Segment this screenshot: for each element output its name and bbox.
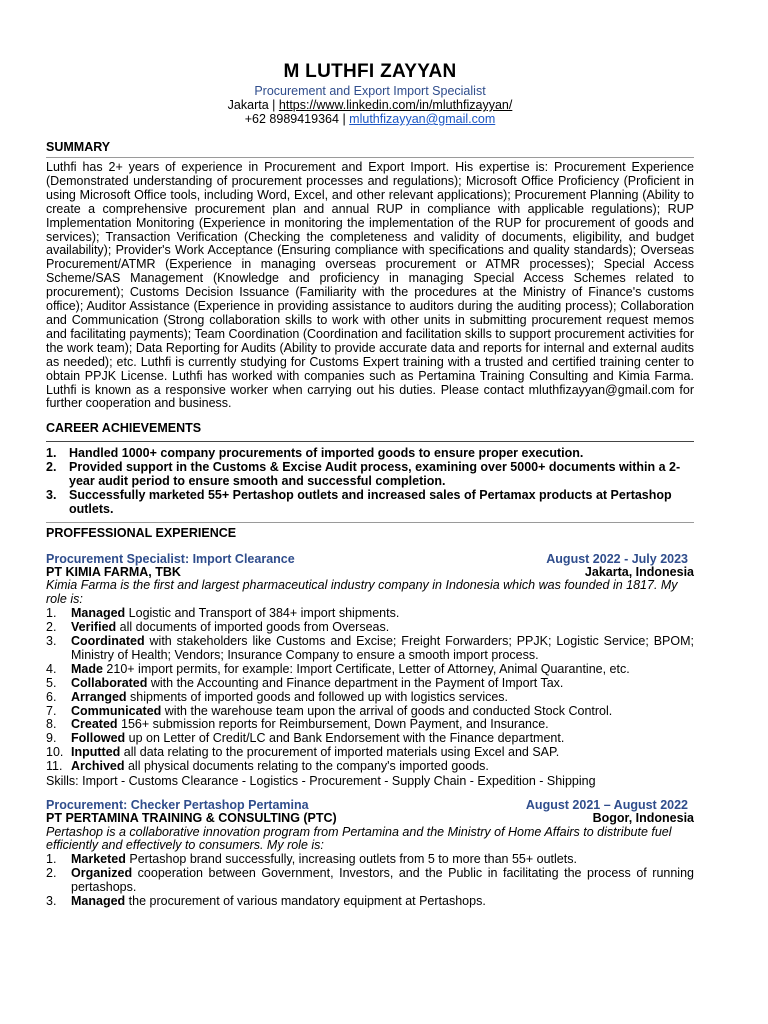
item-number: 1. [46, 852, 57, 867]
email-link[interactable]: mluthfizayyan@gmail.com [349, 112, 496, 126]
item-text: Archived all physical documents relating to the company's imported goods. [71, 759, 489, 774]
item-text: Verified all documents of imported goods from Overseas. [71, 620, 390, 635]
list-item [46, 867, 694, 895]
summary-heading: SUMMARY [46, 140, 111, 154]
item-number: 2. [46, 460, 57, 475]
item-number: 10. [46, 745, 64, 760]
item-text: Followed up on Letter of Credit/LC and Bank Endorsement with the Finance department. [71, 731, 565, 746]
item-number: 6. [46, 689, 57, 704]
list-item [46, 732, 694, 746]
company-description: Pertashop is a collaborative innovation program from Pertamina and the Ministry of Home Affairs to distribute fuel efficiently and effectively to consumers. My role is: [46, 824, 672, 853]
item-number: 3. [46, 633, 57, 648]
summary-text: Luthfi has 2+ years of experience in Procurement and Export Import. His expertise is: Procurement Experience (Demonstrated understanding of procurement processes and regulations); Microsoft Office Proficiency (Proficient in using Microsoft Office tools, including Word, Excel, and other relevant applications); Procurement Planning (Ability to create a comprehensive procurement plan and annual RUP in compliance with applicable regulations); RUP Implementation Monitoring (Experience in monitoring the implementation of the RUP for procurement of goods and services); Transaction Verification (Checking the completeness and validity of documents, eligibility, and budget availability); Provider's Work Acceptance (Ensuring compliance with specifications and quality standards); Overseas Procurement/ATMR (Experience in managing overseas procurement or ATMR processes); Special Access Scheme/SAS Management (Knowledge and proficiency in managing Special Access Schemes related to procurement); Customs Decision Issuance (Familiarity with the procedures at the Ministry of Finance's customs office); Auditor Assistance (Experience in providing assistance to auditors during the auditing process); Collaboration and Communication (Strong collaboration skills to work with other units in submitting procurement request memos and facilitating payments); Team Coordination (Coordination and facilitation skills to support procurement activities for the work team); Data Reporting for Audits (Ability to provide accurate data and reports for internal and external audits as needed); etc. Luthfi is currently studying for Customs Expert training with a trusted and certified training center to obtain PPJK License. Luthfi has worked with companies such as Pertamina Training Consulting and Kimia Farma. Luthfi is known as a responsive worker when carrying out his duties. Please contact mluthfizayyan@gmail.com for further cooperation and business. [46, 160, 695, 411]
list-item [46, 489, 694, 517]
list-item [46, 760, 694, 774]
duties-list [46, 853, 694, 909]
list-item [46, 635, 694, 663]
list-item [46, 663, 694, 677]
divider [46, 522, 694, 523]
item-text: Made 210+ import permits, for example: Import Certificate, Letter of Attorney, Animal Quarantine, etc. [71, 661, 630, 676]
skills-line: Skills: Import - Customs Clearance - Logistics - Procurement - Supply Chain - Expedition - Shipping [46, 774, 596, 789]
item-text: Collaborated with the Accounting and Finance department in the Payment of Import Tax. [71, 675, 564, 690]
item-number: 8. [46, 717, 57, 732]
item-number: 3. [46, 894, 57, 909]
separator: | [342, 112, 346, 126]
item-number: 2. [46, 620, 57, 635]
list-item [46, 461, 694, 489]
job-title: Procurement Specialist: Import Clearance [46, 551, 295, 566]
list-item [46, 718, 694, 732]
item-text: Managed the procurement of various mandatory equipment at Pertashops. [71, 894, 486, 909]
item-text: Arranged shipments of imported goods and followed up with logistics services. [71, 689, 509, 704]
job-header [46, 552, 694, 566]
list-item [46, 895, 694, 909]
achievements-list [46, 447, 694, 517]
item-text: Successfully marketed 55+ Pertashop outlets and increased sales of Pertamax products at Pertashop outlets. [69, 488, 672, 516]
job-dates: August 2021 – August 2022 [525, 798, 688, 813]
item-text: Handled 1000+ company procurements of imported goods to ensure proper execution. [69, 446, 584, 461]
company-location: Bogor, Indonesia [592, 811, 694, 826]
item-text: Created 156+ submission reports for Reimbursement, Down Payment, and Insurance. [71, 717, 549, 732]
divider [46, 157, 694, 158]
item-number: 9. [46, 731, 57, 746]
list-item [46, 607, 694, 621]
job-header [46, 798, 694, 812]
list-item [46, 691, 694, 705]
company-location: Jakarta, Indonesia [584, 564, 694, 579]
item-number: 5. [46, 675, 57, 690]
item-text: Organized cooperation between Government, Investors, and the Public in facilitating the process of running pertashops. [71, 866, 694, 895]
contact-line-1 [46, 98, 694, 112]
duties-list [46, 607, 694, 774]
company-description: Kimia Farma is the first and largest pharmaceutical industry company in Indonesia which was founded in 1817. My role is: [46, 578, 678, 607]
location-text: Jakarta [227, 98, 269, 112]
job-dates: August 2022 - July 2023 [546, 551, 688, 566]
item-number: 3. [46, 488, 57, 503]
candidate-name: M LUTHFI ZAYYAN [283, 61, 457, 82]
experience-heading: PROFFESSIONAL EXPERIENCE [46, 525, 237, 540]
company-name: PT KIMIA FARMA, TBK [46, 564, 181, 579]
company-name: PT PERTAMINA TRAINING & CONSULTING (PTC) [46, 811, 337, 826]
item-number: 1. [46, 446, 57, 461]
item-text: Inputted all data relating to the procurement of imported materials using Excel and SAP. [71, 745, 560, 760]
separator: | [272, 98, 276, 112]
item-number: 7. [46, 703, 57, 718]
divider [46, 441, 694, 442]
item-text: Managed Logistic and Transport of 384+ import shipments. [71, 606, 400, 621]
item-number: 11. [46, 759, 63, 774]
list-item [46, 705, 694, 719]
job-title: Procurement: Checker Pertashop Pertamina [46, 798, 309, 813]
item-text: Communicated with the warehouse team upon the arrival of goods and conducted Stock Control. [71, 703, 613, 718]
list-item [46, 677, 694, 691]
item-number: 2. [46, 866, 57, 881]
item-text: Provided support in the Customs & Excise Audit process, examining over 5000+ documents within a 2-year audit period to ensure smooth and successful completion. [69, 460, 681, 489]
item-text: Marketed Pertashop brand successfully, increasing outlets from 5 to more than 55+ outlets. [71, 852, 577, 867]
item-number: 1. [46, 606, 57, 621]
linkedin-link[interactable]: https://www.linkedin.com/in/mluthfizayyan/ [278, 98, 513, 112]
company-row [46, 812, 694, 826]
contact-line-2 [46, 112, 694, 126]
resume-page [46, 60, 694, 909]
item-text: Coordinated with stakeholders like Customs and Excise; Freight Forwarders; PPJK; Logistic Service; BPOM; Ministry of Health; Vendors; Insurance Company to ensure a smooth import process. [71, 633, 694, 662]
achievements-heading: CAREER ACHIEVEMENTS [46, 421, 202, 436]
list-item [46, 621, 694, 635]
list-item [46, 746, 694, 760]
candidate-subtitle: Procurement and Export Import Specialist [254, 84, 486, 98]
item-number: 4. [46, 661, 57, 676]
phone-text: +62 8989419364 [244, 112, 339, 126]
company-row [46, 566, 694, 580]
list-item [46, 853, 694, 867]
list-item [46, 447, 694, 461]
